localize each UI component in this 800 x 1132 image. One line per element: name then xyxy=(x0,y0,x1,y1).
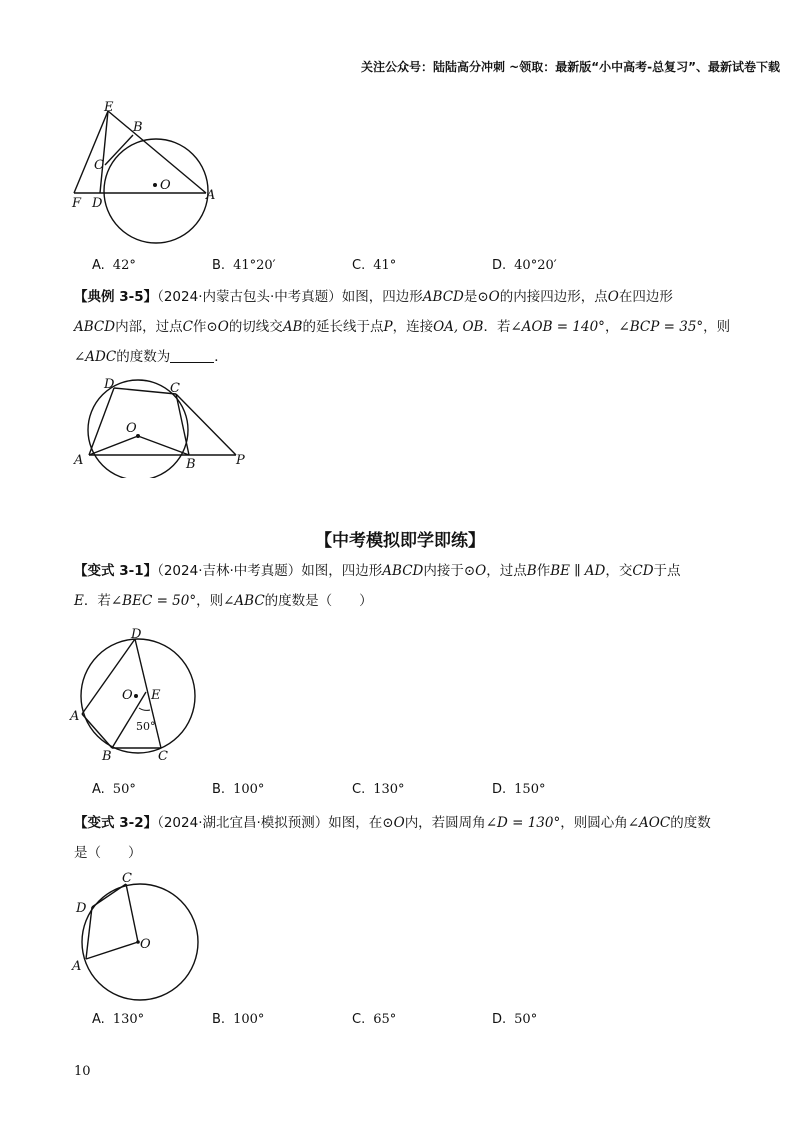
q32-line-1: 【变式 3-2】（2024·湖北宜昌·模拟预测）如图，在⊙O内，若圆周角∠D = 130°，则圆心角∠AOC的度数 xyxy=(74,815,711,831)
label-E: E xyxy=(151,688,161,703)
figure-q31 xyxy=(68,624,208,764)
q32-line-2: 是（ ） xyxy=(74,845,142,861)
label-C: C xyxy=(158,749,168,764)
angle-label: 50° xyxy=(136,720,156,733)
option-b[interactable]: B. 41°20′ xyxy=(212,258,276,273)
label-O: O xyxy=(140,937,151,952)
label-B: B xyxy=(186,457,196,472)
label-A: A xyxy=(70,709,80,724)
option-b[interactable]: B. 100° xyxy=(212,782,265,797)
option-c[interactable]: C. 65° xyxy=(352,1012,397,1027)
label-O: O xyxy=(122,688,133,703)
option-c[interactable]: C. 130° xyxy=(352,782,405,797)
label-D: D xyxy=(76,901,87,916)
label-D: D xyxy=(131,627,142,642)
q31-line-1: 【变式 3-1】（2024·吉林·中考真题）如图，四边形ABCD内接于⊙O，过点B作BE ∥ AD，交CD于点 xyxy=(74,563,681,579)
label-C: C xyxy=(170,381,180,396)
q35-line-2: ABCD内部，过点C作⊙O的切线交AB的延长线于点P，连接OA, OB．若∠AOB = 140°，∠BCP = 35°，则 xyxy=(74,319,731,335)
q31-line-2: E．若∠BEC = 50°，则∠ABC的度数是（ ） xyxy=(74,593,373,609)
label-F: F xyxy=(72,196,82,211)
option-a[interactable]: A. 50° xyxy=(92,782,136,797)
option-a[interactable]: A. 42° xyxy=(92,258,136,273)
label-C: C xyxy=(122,871,132,886)
option-d[interactable]: D. 50° xyxy=(492,1012,538,1027)
label-B: B xyxy=(133,120,143,135)
label-P: P xyxy=(236,453,245,468)
figure-prev-circle xyxy=(60,95,230,270)
label-O: O xyxy=(126,421,137,436)
q35-line-1: 【典例 3-5】（2024·内蒙古包头·中考真题）如图，四边形ABCD是⊙O的内接四边形，点O在四边形 xyxy=(74,289,673,305)
label-C: C xyxy=(94,158,104,173)
figure-q35 xyxy=(68,378,268,478)
label-A: A xyxy=(72,959,82,974)
option-b[interactable]: B. 100° xyxy=(212,1012,265,1027)
option-c[interactable]: C. 41° xyxy=(352,258,397,273)
q35-line-3: ∠ADC的度数为 ． xyxy=(74,349,228,365)
option-d[interactable]: D. 150° xyxy=(492,782,546,797)
options-prev xyxy=(92,258,692,278)
label-A: A xyxy=(206,188,216,203)
option-d[interactable]: D. 40°20′ xyxy=(492,258,557,273)
label-D: D xyxy=(92,196,103,211)
page-number: 10 xyxy=(74,1064,91,1079)
figure-q32 xyxy=(68,870,208,1005)
answer-blank[interactable] xyxy=(170,348,214,363)
label-B: B xyxy=(102,749,112,764)
options-q31 xyxy=(92,782,692,802)
label-E: E xyxy=(104,100,114,115)
option-a[interactable]: A. 130° xyxy=(92,1012,145,1027)
page-header-banner: 关注公众号：陆陆高分冲刺 ~领取：最新版“小中高考-总复习”、最新试卷下载 xyxy=(361,60,780,74)
options-q32 xyxy=(92,1012,692,1032)
label-A: A xyxy=(74,453,84,468)
label-O: O xyxy=(160,178,171,193)
label-D: D xyxy=(104,378,115,392)
section-title: 【中考模拟即学即练】 xyxy=(315,531,485,551)
